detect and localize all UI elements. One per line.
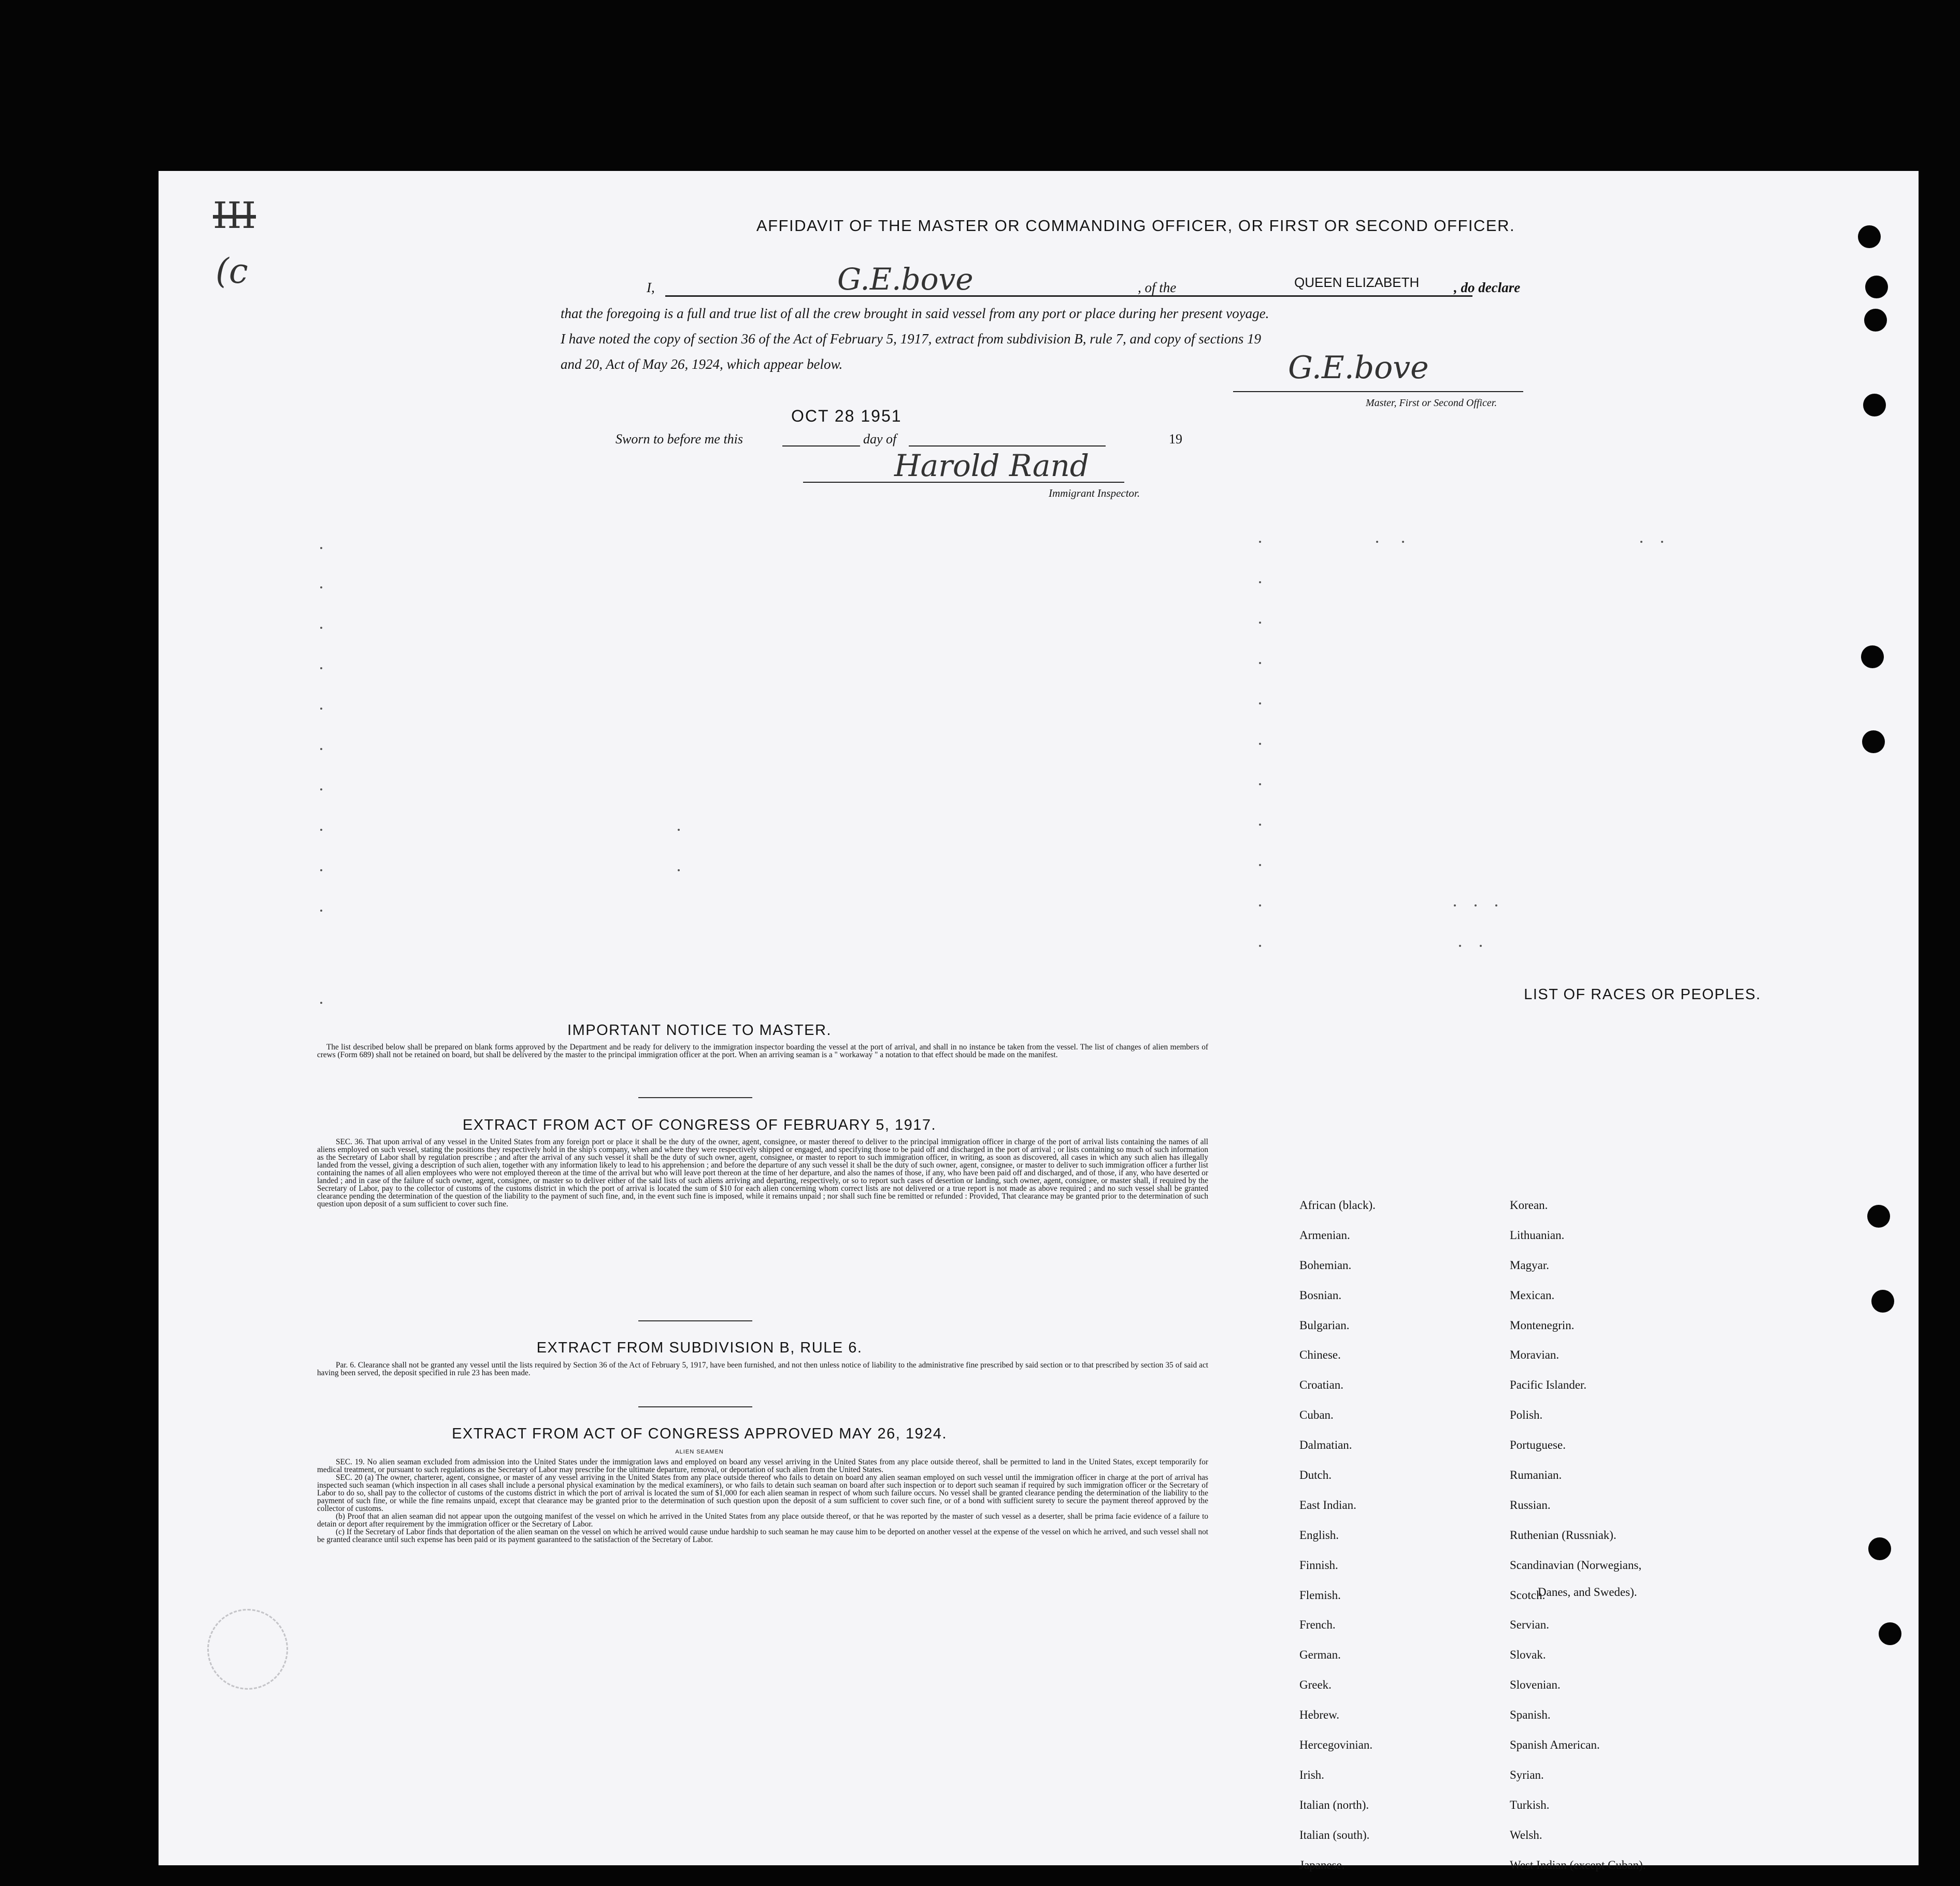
affidavit-line-3: I have noted the copy of section 36 of the Act of February 5, 1917, extract from subdivision B, rule 7, and copy of sections 19: [561, 331, 1261, 347]
races-right-column: [1510, 1197, 1646, 1886]
punch-hole: [1865, 276, 1888, 298]
affidavit-i: I,: [647, 280, 655, 295]
margin-mark: III: [213, 194, 256, 237]
print-speck: [1259, 662, 1261, 664]
inspector-signature: Harold Rand: [894, 448, 1089, 483]
print-speck: [1475, 904, 1477, 906]
race-item: Syrian.: [1510, 1768, 1544, 1781]
day-of-label: day of: [863, 431, 897, 447]
race-item: Dalmatian.: [1299, 1438, 1352, 1452]
race-item: Mexican.: [1510, 1288, 1555, 1302]
print-speck: [678, 829, 680, 831]
sec-20b-text: (b) Proof that an alien seaman did not appear upon the outgoing manifest of the vessel on which he arrived in the United States from any place outside thereof, or that he was reported by the master of such vessel as a deserter, shall be prima facie evidence of a failure to detain or deport after requirement by the immigration officer or the Secretary of Labor.: [317, 1512, 1208, 1529]
races-left-column: [1299, 1197, 1376, 1886]
race-item: Croatian.: [1299, 1378, 1343, 1392]
print-speck: [320, 667, 322, 669]
of-the-label: , of the: [1138, 280, 1177, 295]
punch-hole: [1868, 1537, 1891, 1560]
race-item: Polish.: [1510, 1408, 1543, 1422]
print-speck: [320, 627, 322, 629]
print-speck: [320, 869, 322, 871]
race-item: Rumanian.: [1510, 1469, 1562, 1482]
extract-1917-title: EXTRACT FROM ACT OF CONGRESS OF FEBRUARY 5, 1917.: [462, 1117, 937, 1133]
race-item: Chinese.: [1299, 1348, 1341, 1362]
extract-rule6-title: EXTRACT FROM SUBDIVISION B, RULE 6.: [536, 1340, 863, 1356]
race-item: Ruthenian (Russniak).: [1510, 1528, 1616, 1542]
print-speck: [1480, 945, 1482, 947]
race-item: Pacific Islander.: [1510, 1378, 1587, 1392]
sec-20c-text: (c) If the Secretary of Labor finds that deportation of the alien seaman on the vessel on which he arrived would cause undue hardship to such seaman he may cause him to be deported on another vessel at the expense of the vessel on which he arrived, and such vessel shall not be granted clearance until such expense has been paid or its payment guaranteed to the satisfaction of the Secretary of Labor.: [317, 1528, 1208, 1544]
race-item: German.: [1299, 1648, 1341, 1662]
year-prefix: 19: [1169, 431, 1182, 447]
vessel-blank-line: [1203, 295, 1472, 297]
print-speck: [320, 829, 322, 831]
extract-1917-body: SEC. 36. That upon arrival of any vessel in the United States from any foreign port or place it shall be the duty of the owner, agent, consignee, or master thereof to deliver to the principal immigration officer in charge of the port of arrival lists containing the names of all aliens employed on such vessel, stating the positions they respectively hold in the ship's company, when and where they were respectively shipped or engaged, and specifying those to be paid off and discharged in the port of arrival ; or lists containing so much of such information as the Secretary of Labor shall by regulation prescribe ; and after the arrival of any such vessel it shall be the duty of such owner, agent, consignee, or master to report to such immigration officer, in writing, as soon as discovered, all cases in which any such alien has illegally landed from the vessel, giving a description of such alien, together with any information likely to lead to his apprehension ; and before the departure of any such vessel it shall be the duty of such owner, agent, consignee, or master to deliver to such immigration officer a further list containing the names of all alien employees who were not employed thereon at the time of the arrival but who will leave port thereon at the time of her departure, and also the names of those, if any, who have been paid off and discharged, and of those, if any, who have deserted or landed ; and in case of the failure of such owner, agent, consignee, or master so to deliver either of the said lists of such aliens arriving and departing, respectively, or so to report such cases of desertion or landing, such owner, agent, consignee, or master shall, if required by the Secretary of Labor, pay to the collector of customs of the customs district in which the port of arrival is located the sum of $10 for each alien concerning whom correct lists are not delivered or a true report is not made as above required ; and no such vessel shall be granted clearance pending the determination of the question of the liability to the payment of such fine, and, in the event such fine is imposed, while it remains unpaid ; nor shall such fine be remitted or refunded : Provided, That clearance may be granted prior to the determination of such question upon deposit of a sum sufficient to cover such fine.: [317, 1138, 1208, 1208]
race-item: Lithuanian.: [1510, 1228, 1565, 1242]
print-speck: [1259, 783, 1261, 785]
race-item: Scandinavian (Norwegians,: [1510, 1558, 1642, 1572]
print-speck: [1376, 541, 1378, 543]
notice-title: IMPORTANT NOTICE TO MASTER.: [567, 1022, 832, 1039]
print-speck: [1259, 581, 1261, 583]
print-speck: [1454, 904, 1456, 906]
extract-1924-title: EXTRACT FROM ACT OF CONGRESS APPROVED MAY 26, 1924.: [452, 1426, 947, 1442]
race-item-continuation: Danes, and Swedes).: [1538, 1586, 1637, 1599]
race-item: Russian.: [1510, 1498, 1551, 1511]
race-item: Spanish American.: [1510, 1738, 1600, 1752]
notice-body: The list described below shall be prepared on blank forms approved by the Department and be ready for delivery to the immigration inspector boarding the vessel at the port of arrival, and shall in no instance be taken from the vessel. The list of changes of alien members of crews (Form 689) shall not be retained on board, but shall be delivered by the master to the principal immigration officer at the port. When an arriving seaman is a " workaway " a notation to that effect should be made on the manifest.: [317, 1043, 1208, 1059]
print-speck: [1259, 824, 1261, 826]
race-item: Montenegrin.: [1510, 1318, 1575, 1332]
punch-hole: [1867, 1205, 1890, 1228]
sworn-text: Sworn to before me this: [616, 431, 743, 447]
race-item: Dutch.: [1299, 1469, 1332, 1482]
race-item: Slovak.: [1510, 1648, 1546, 1662]
print-speck: [1495, 904, 1497, 906]
race-item: Hercegovinian.: [1299, 1738, 1373, 1752]
document-sheet: [159, 171, 1919, 1871]
race-item: Magyar.: [1510, 1258, 1550, 1272]
race-item: Flemish.: [1299, 1588, 1341, 1602]
race-item: Spanish.: [1510, 1708, 1551, 1722]
section-divider: [638, 1406, 752, 1407]
faint-stamp: [207, 1609, 288, 1690]
sworn-month-line: [909, 445, 1106, 447]
race-item: African (black).: [1299, 1199, 1376, 1212]
race-item: Moravian.: [1510, 1348, 1560, 1362]
alien-seamen-subtitle: ALIEN SEAMEN: [675, 1449, 724, 1455]
section-divider: [638, 1320, 752, 1321]
vessel-name: QUEEN ELIZABETH: [1294, 275, 1420, 290]
print-speck: [320, 748, 322, 750]
punch-hole: [1879, 1622, 1901, 1645]
print-speck: [1259, 945, 1261, 947]
race-item: Bohemian.: [1299, 1258, 1352, 1272]
section-divider: [638, 1097, 752, 1098]
race-item: East Indian.: [1299, 1498, 1356, 1511]
punch-hole: [1861, 645, 1884, 668]
inspector-signature-line: [803, 482, 1124, 483]
race-item: West Indian (except Cuban).: [1510, 1858, 1646, 1871]
print-speck: [678, 869, 680, 871]
race-item: English.: [1299, 1528, 1339, 1542]
officer-caption: Master, First or Second Officer.: [1366, 397, 1497, 409]
race-item: Armenian.: [1299, 1228, 1350, 1242]
race-item: Cuban.: [1299, 1408, 1334, 1422]
print-speck: [320, 910, 322, 912]
race-item: Turkish.: [1510, 1798, 1550, 1811]
inspector-caption: Immigrant Inspector.: [1049, 487, 1140, 499]
race-item: Bulgarian.: [1299, 1318, 1350, 1332]
print-speck: [1259, 743, 1261, 745]
print-speck: [320, 586, 322, 588]
print-speck: [1259, 864, 1261, 866]
punch-hole: [1871, 1290, 1894, 1313]
sec-20a-text: SEC. 20 (a) The owner, charterer, agent, consignee, or master of any vessel arriving in the United States from any place outside thereof who fails to detain on board any alien seaman employed on such vessel until the immigration officer in charge at the port of arrival has inspected such seaman (which inspection in all cases shall include a personal physical examination by the medical examiners), or who fails to detain such seaman on board after such inspection or to deport such seaman if required by such immigration officer or the Secretary of Labor to do so, shall pay to the collector of customs of the customs district in which the port of arrival is located the sum of $1,000 for each alien seaman in respect of whom such failure occurs. No vessel shall be granted clearance pending the determination of the liability to the payment of such fine, or while the fine remains unpaid, except that clearance may be granted prior to the determination of such question upon the deposit of a sum sufficient to cover such fine, or of a bond with sufficient surety to secure the payment thereof approved by the collector of customs.: [317, 1473, 1208, 1513]
sworn-day-line: [782, 445, 860, 447]
race-item: French.: [1299, 1618, 1336, 1632]
race-item: Bosnian.: [1299, 1288, 1342, 1302]
race-item: Welsh.: [1510, 1828, 1542, 1841]
races-title: LIST OF RACES OR PEOPLES.: [1524, 986, 1761, 1003]
print-speck: [1259, 622, 1261, 624]
print-speck: [1259, 541, 1261, 543]
race-item: Italian (south).: [1299, 1828, 1370, 1841]
race-item: Greek.: [1299, 1678, 1332, 1692]
punch-hole: [1864, 309, 1887, 332]
affidavit-line-2: that the foregoing is a full and true list of all the crew brought in said vessel from any port or place during her present voyage.: [561, 306, 1269, 321]
race-item: Portuguese.: [1510, 1438, 1566, 1452]
margin-scribble: (c: [216, 251, 248, 291]
punch-hole: [1862, 730, 1885, 753]
print-speck: [1640, 541, 1642, 543]
officer-signature-line: [1233, 391, 1523, 392]
name-blank-line: [665, 295, 1291, 297]
race-item: Hebrew.: [1299, 1708, 1340, 1722]
extract-rule6-body: Par. 6. Clearance shall not be granted any vessel until the lists required by Section 36 of the Act of February 5, 1917, have been furnished, and not then unless notice of liability to the administrative fine prescribed by said section or to that prescribed by section 35 of said act having been served, the deposit specified in rule 23 has been made.: [317, 1361, 1208, 1377]
race-item: Irish.: [1299, 1768, 1324, 1781]
print-speck: [320, 1002, 322, 1004]
race-item: Scotch.: [1510, 1588, 1546, 1602]
print-speck: [320, 547, 322, 549]
print-speck: [1459, 945, 1461, 947]
print-speck: [1402, 541, 1404, 543]
race-item: Servian.: [1510, 1618, 1550, 1632]
print-speck: [320, 708, 322, 710]
race-item: Korean.: [1510, 1199, 1548, 1212]
race-item: Slovenian.: [1510, 1678, 1561, 1692]
print-speck: [320, 788, 322, 790]
print-speck: [1259, 904, 1261, 906]
race-item: Finnish.: [1299, 1558, 1338, 1572]
date-stamp: OCT 28 1951: [791, 407, 902, 425]
extract-1924-body: [317, 1458, 1208, 1544]
master-signature: G.E.bove: [837, 262, 974, 297]
affidavit-title: AFFIDAVIT OF THE MASTER OR COMMANDING OFFICER, OR FIRST OR SECOND OFFICER.: [756, 217, 1515, 235]
officer-signature: G.E.bove: [1288, 350, 1429, 386]
print-speck: [1661, 541, 1663, 543]
affidavit-line-4: and 20, Act of May 26, 1924, which appear below.: [561, 356, 843, 372]
sec-19-text: SEC. 19. No alien seaman excluded from admission into the United States under the immigration laws and employed on board any vessel arriving in the United States from any place outside thereof, shall be permitted to land in the United States, except temporarily for medical treatment, or pursuant to such regulations as the Secretary of Labor may prescribe for the ultimate departure, removal, or deportation of such alien from the United States.: [317, 1458, 1208, 1474]
punch-hole: [1863, 394, 1886, 416]
race-item: Japanese.: [1299, 1858, 1345, 1871]
punch-hole: [1858, 225, 1881, 248]
print-speck: [1259, 702, 1261, 704]
race-item: Italian (north).: [1299, 1798, 1369, 1811]
declare-label: , do declare: [1454, 280, 1521, 295]
